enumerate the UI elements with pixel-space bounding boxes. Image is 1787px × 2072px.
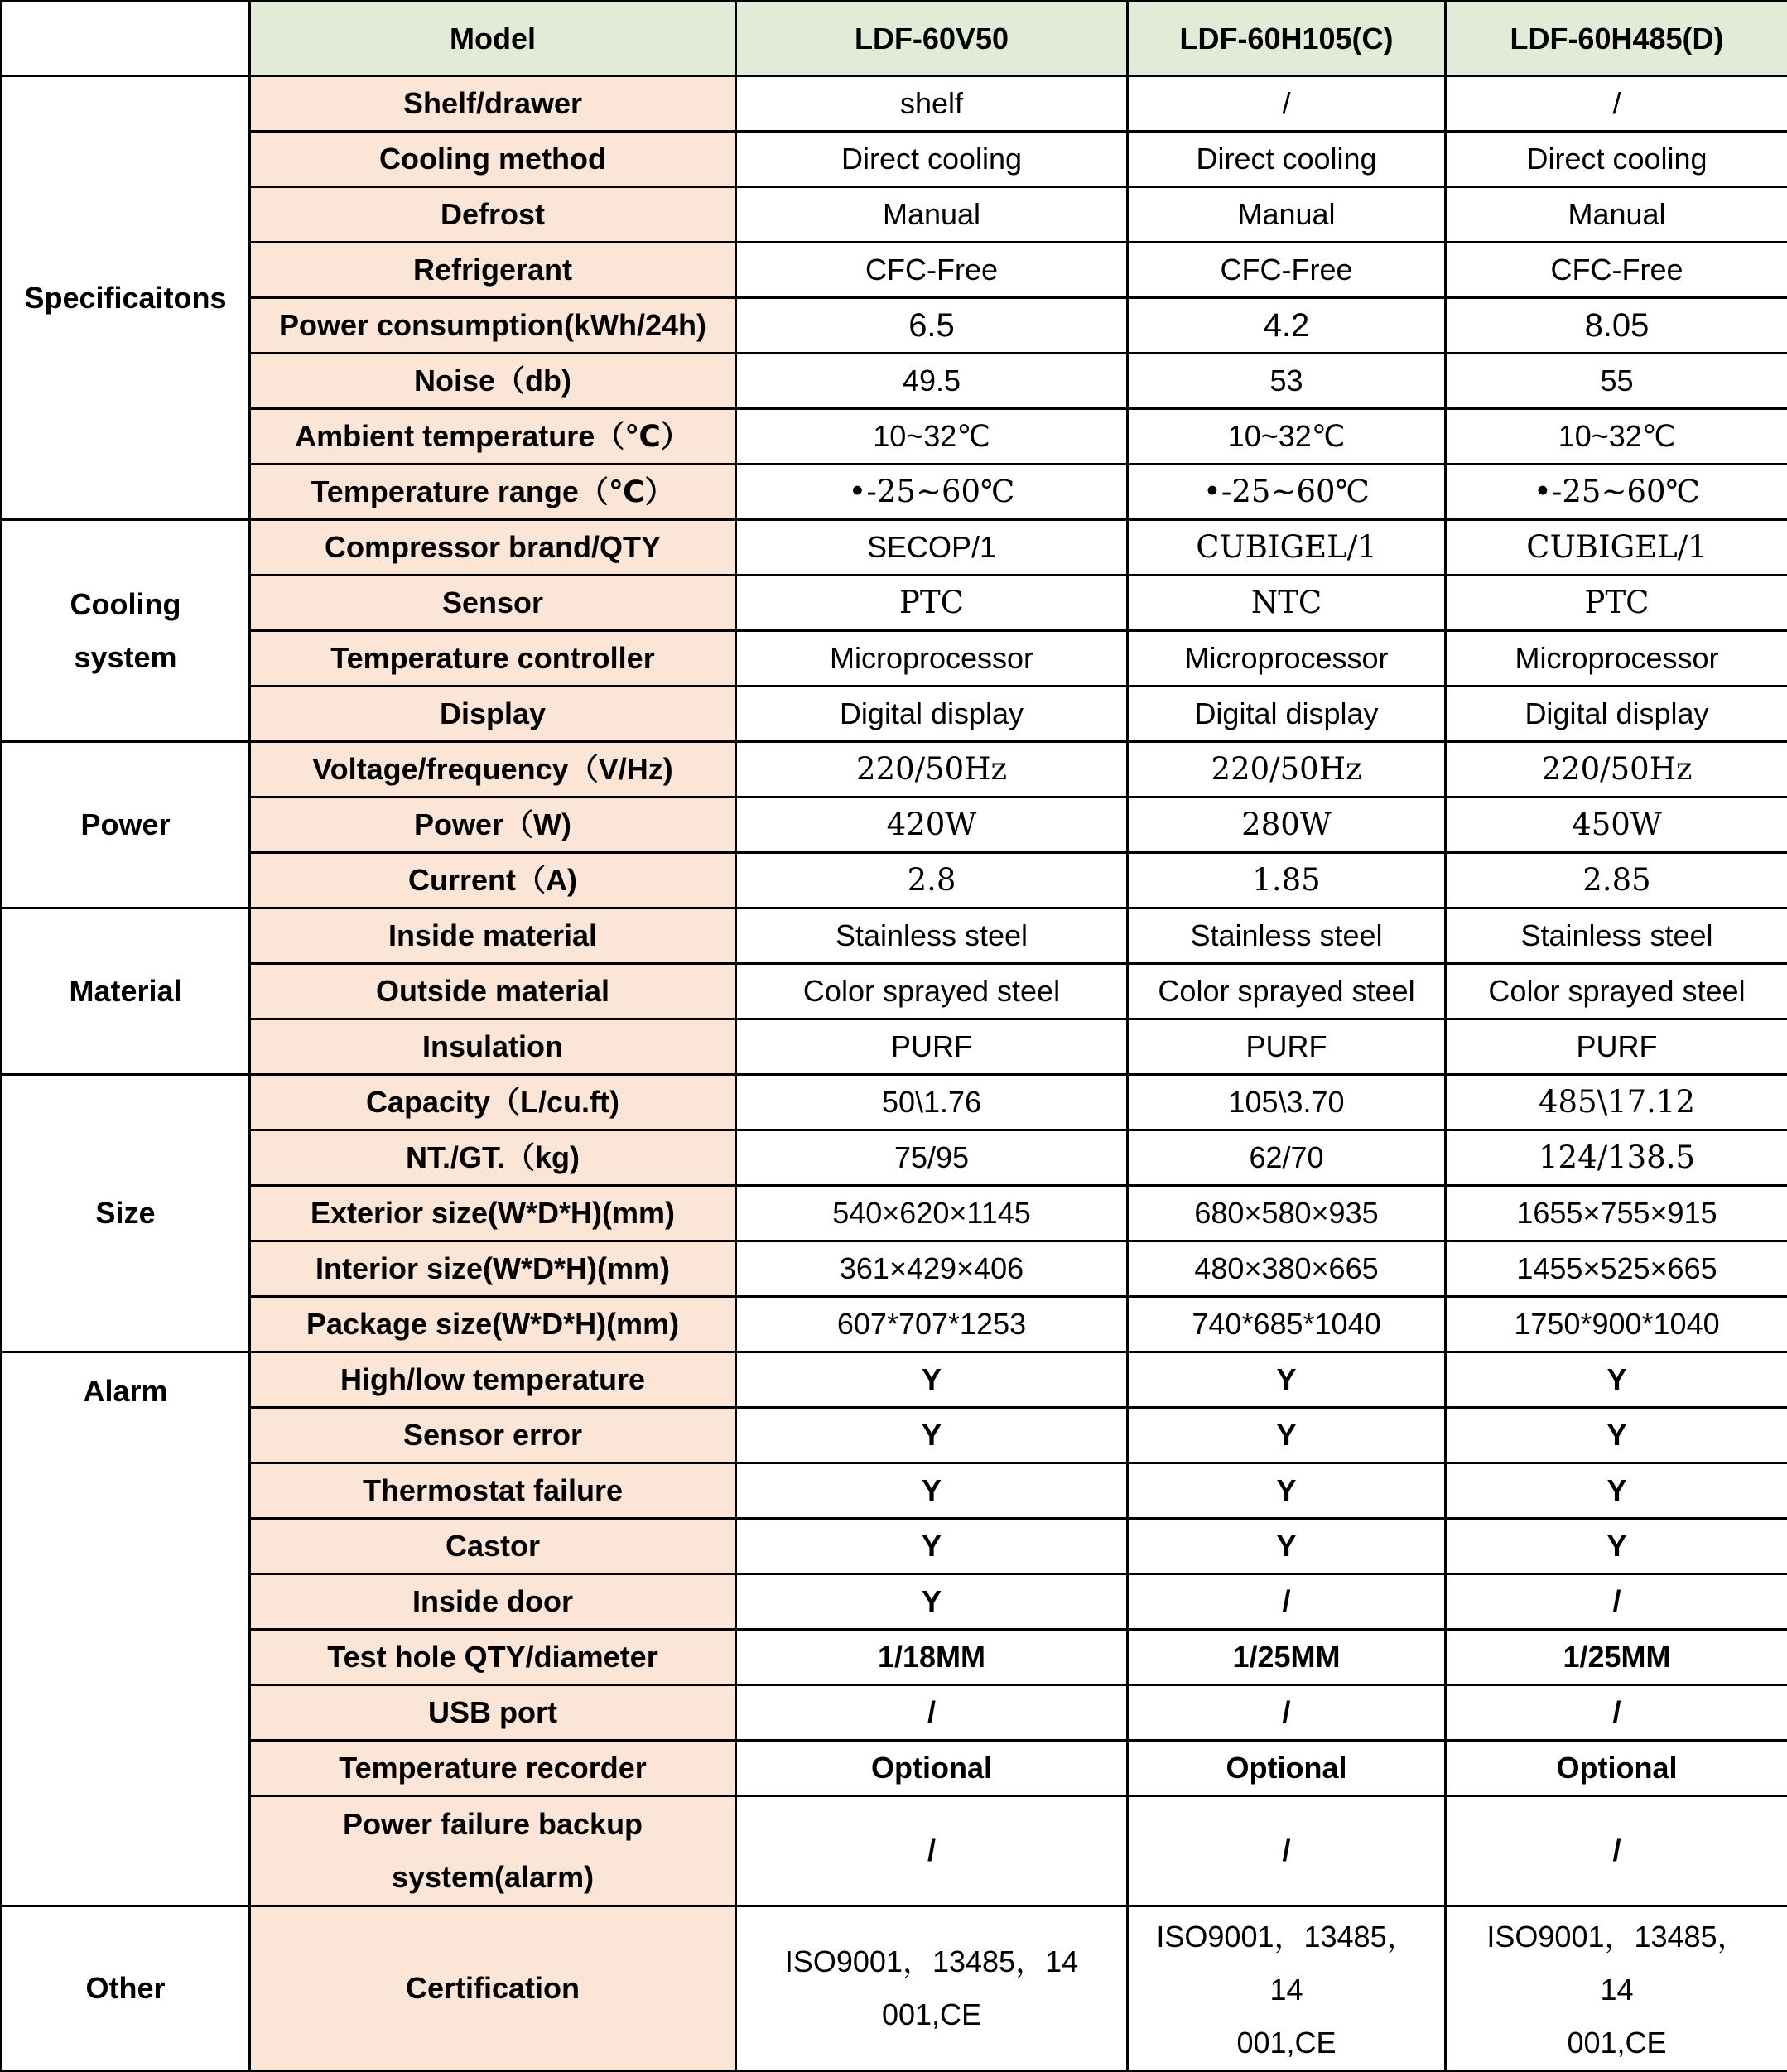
param-label: Capacity（L/cu.ft) [250,1075,736,1130]
value-cell: 1655×755×915 [1446,1186,1787,1241]
group-cooling-system [2,520,250,742]
group-specifications: Specificaitons [2,76,250,520]
param-label: Thermostat failure [250,1463,736,1519]
value-cell: Microprocessor [736,631,1128,687]
value-cell: PURF [1446,1019,1787,1075]
cert-line: 001,CE [1236,2026,1337,2060]
cert-line: 14 [1269,1973,1303,2007]
group-other: Other [2,1906,250,2071]
table-row [2,1630,1787,1685]
param-label: Sensor [250,576,736,631]
table-row [2,1408,1787,1463]
table-row [2,243,1787,298]
param-label [250,1796,736,1906]
value-cell: / [1446,1685,1787,1741]
value-cell: 6.5 [736,298,1128,354]
param-label: Refrigerant [250,243,736,298]
value-cell: Y [736,1519,1128,1574]
value-cell: Y [1128,1519,1446,1574]
value-cell: / [736,1796,1128,1906]
value-cell: Y [1128,1352,1446,1408]
value-cell: 1/25MM [1128,1630,1446,1685]
cert-line: ISO9001，13485， [1486,1920,1747,1954]
value-cell: Y [1446,1352,1787,1408]
table-row [2,1906,1787,2071]
group-power: Power [2,742,250,908]
table-row [2,908,1787,964]
value-cell [1128,1906,1446,2071]
value-cell: 1/25MM [1446,1630,1787,1685]
value-cell: 8.05 [1446,298,1787,354]
param-label: Display [250,687,736,742]
value-cell: 1.85 [1128,853,1446,908]
value-cell: 62/70 [1128,1130,1446,1186]
value-cell: 2.85 [1446,853,1787,908]
value-cell: Y [1446,1463,1787,1519]
value-cell: 10~32℃ [1128,409,1446,465]
value-cell: Color sprayed steel [736,964,1128,1019]
cert-line: 14 [1600,1973,1634,2007]
value-cell: Manual [1128,187,1446,243]
value-cell: CFC-Free [1446,243,1787,298]
table-row [2,853,1787,908]
value-cell: Y [1128,1408,1446,1463]
value-cell: / [1128,1796,1446,1906]
value-cell: Digital display [736,687,1128,742]
cert-line: 001,CE [1567,2026,1667,2060]
value-cell: 124/138.5 [1446,1130,1787,1186]
cert-line: ISO9001，13485，14 [784,1944,1079,1978]
header-row [2,2,1787,76]
param-label: Defrost [250,187,736,243]
value-cell: •-25~60℃ [1128,465,1446,520]
value-cell: 220/50Hz [736,742,1128,797]
table-row [2,1741,1787,1796]
value-cell: SECOP/1 [736,520,1128,576]
value-cell: / [1128,1685,1446,1741]
value-cell [1446,1906,1787,2071]
value-cell: / [1128,76,1446,132]
value-cell: •-25~60℃ [736,465,1128,520]
param-label: Castor [250,1519,736,1574]
table-row [2,132,1787,187]
header-model-3: LDF-60H485(D) [1446,2,1787,76]
value-cell: Stainless steel [736,908,1128,964]
table-row [2,76,1787,132]
value-cell: 53 [1128,354,1446,409]
table-row [2,520,1787,576]
value-cell: 1455×525×665 [1446,1241,1787,1297]
table-row [2,1297,1787,1352]
param-label: Temperature range（℃） [250,465,736,520]
value-cell: Optional [736,1741,1128,1796]
value-cell: PURF [736,1019,1128,1075]
value-cell: 50\1.76 [736,1075,1128,1130]
value-cell: 420W [736,797,1128,853]
value-cell: 4.2 [1128,298,1446,354]
value-cell: 607*707*1253 [736,1297,1128,1352]
value-cell: 105\3.70 [1128,1075,1446,1130]
header-model-1: LDF-60V50 [736,2,1128,76]
table-row [2,1352,1787,1408]
value-cell: 1750*900*1040 [1446,1297,1787,1352]
value-cell: 220/50Hz [1128,742,1446,797]
param-label: Current（A) [250,853,736,908]
value-cell: 10~32℃ [736,409,1128,465]
value-cell: 1/18MM [736,1630,1128,1685]
param-label: Power consumption(kWh/24h) [250,298,736,354]
value-cell: PTC [736,576,1128,631]
table-row [2,1186,1787,1241]
group-alarm: Alarm [2,1352,250,1906]
value-cell: / [1446,76,1787,132]
value-cell: CFC-Free [736,243,1128,298]
param-label: Compressor brand/QTY [250,520,736,576]
param-label: Certification [250,1906,736,2071]
header-model-label: Model [250,2,736,76]
group-label-line: system [74,639,177,674]
table-row [2,1685,1787,1741]
table-row [2,576,1787,631]
value-cell: Y [1446,1408,1787,1463]
value-cell: Color sprayed steel [1446,964,1787,1019]
table-row [2,298,1787,354]
table-row [2,1574,1787,1630]
value-cell: CUBIGEL/1 [1446,520,1787,576]
param-label: Voltage/frequency（V/Hz) [250,742,736,797]
value-cell: 680×580×935 [1128,1186,1446,1241]
value-cell: 10~32℃ [1446,409,1787,465]
value-cell: Manual [736,187,1128,243]
param-label-line: system(alarm) [391,1860,595,1894]
value-cell: Optional [1446,1741,1787,1796]
param-label: Package size(W*D*H)(mm) [250,1297,736,1352]
value-cell: Y [736,1574,1128,1630]
param-label-line: Power failure backup [342,1807,643,1841]
param-label: Noise（db) [250,354,736,409]
param-label: Interior size(W*D*H)(mm) [250,1241,736,1297]
table-row [2,187,1787,243]
table-row [2,1019,1787,1075]
param-label: Sensor error [250,1408,736,1463]
param-label: Inside material [250,908,736,964]
cert-line: ISO9001，13485， [1156,1920,1417,1954]
value-cell: Direct cooling [736,132,1128,187]
value-cell: 485\17.12 [1446,1075,1787,1130]
value-cell: Digital display [1128,687,1446,742]
group-size: Size [2,1075,250,1352]
group-label-line: Cooling [70,586,181,621]
value-cell: •-25~60℃ [1446,465,1787,520]
header-model-2: LDF-60H105(C) [1128,2,1446,76]
table-row [2,797,1787,853]
value-cell: / [1446,1574,1787,1630]
param-label: High/low temperature [250,1352,736,1408]
value-cell: 75/95 [736,1130,1128,1186]
group-material: Material [2,908,250,1075]
value-cell: Microprocessor [1446,631,1787,687]
value-cell: Y [736,1352,1128,1408]
param-label: Power（W) [250,797,736,853]
table-row [2,1796,1787,1906]
param-label: Temperature controller [250,631,736,687]
value-cell: Microprocessor [1128,631,1446,687]
param-label: Exterior size(W*D*H)(mm) [250,1186,736,1241]
value-cell: CUBIGEL/1 [1128,520,1446,576]
value-cell: CFC-Free [1128,243,1446,298]
value-cell: Y [736,1408,1128,1463]
param-label: USB port [250,1685,736,1741]
param-label: Shelf/drawer [250,76,736,132]
value-cell: 220/50Hz [1446,742,1787,797]
table-row [2,1241,1787,1297]
value-cell: 480×380×665 [1128,1241,1446,1297]
param-label: Outside material [250,964,736,1019]
value-cell: Y [1128,1463,1446,1519]
value-cell: Manual [1446,187,1787,243]
value-cell: 740*685*1040 [1128,1297,1446,1352]
cert-line: 001,CE [881,1997,982,2031]
param-label: Inside door [250,1574,736,1630]
value-cell: 55 [1446,354,1787,409]
param-label: Cooling method [250,132,736,187]
value-cell: PTC [1446,576,1787,631]
value-cell: 540×620×1145 [736,1186,1128,1241]
value-cell: PURF [1128,1019,1446,1075]
value-cell: Y [736,1463,1128,1519]
table-row [2,354,1787,409]
value-cell: Digital display [1446,687,1787,742]
header-corner-cell [2,2,250,76]
value-cell: Y [1446,1519,1787,1574]
value-cell: 2.8 [736,853,1128,908]
param-label: NT./GT.（kg) [250,1130,736,1186]
table-row [2,1463,1787,1519]
param-label: Temperature recorder [250,1741,736,1796]
value-cell: 49.5 [736,354,1128,409]
value-cell: Optional [1128,1741,1446,1796]
value-cell: shelf [736,76,1128,132]
value-cell: Stainless steel [1446,908,1787,964]
value-cell: / [1446,1796,1787,1906]
table-row [2,1519,1787,1574]
value-cell: / [1128,1574,1446,1630]
param-label: Insulation [250,1019,736,1075]
value-cell: Direct cooling [1446,132,1787,187]
table-row [2,631,1787,687]
value-cell: Color sprayed steel [1128,964,1446,1019]
value-cell: Direct cooling [1128,132,1446,187]
table-row [2,964,1787,1019]
value-cell: NTC [1128,576,1446,631]
value-cell: 450W [1446,797,1787,853]
table-row [2,1130,1787,1186]
param-label: Ambient temperature（℃） [250,409,736,465]
table-row [2,742,1787,797]
value-cell: 280W [1128,797,1446,853]
table-row [2,465,1787,520]
value-cell: 361×429×406 [736,1241,1128,1297]
table-row [2,409,1787,465]
value-cell: / [736,1685,1128,1741]
param-label: Test hole QTY/diameter [250,1630,736,1685]
table-row [2,687,1787,742]
table-row [2,1075,1787,1130]
value-cell: Stainless steel [1128,908,1446,964]
value-cell [736,1906,1128,2071]
